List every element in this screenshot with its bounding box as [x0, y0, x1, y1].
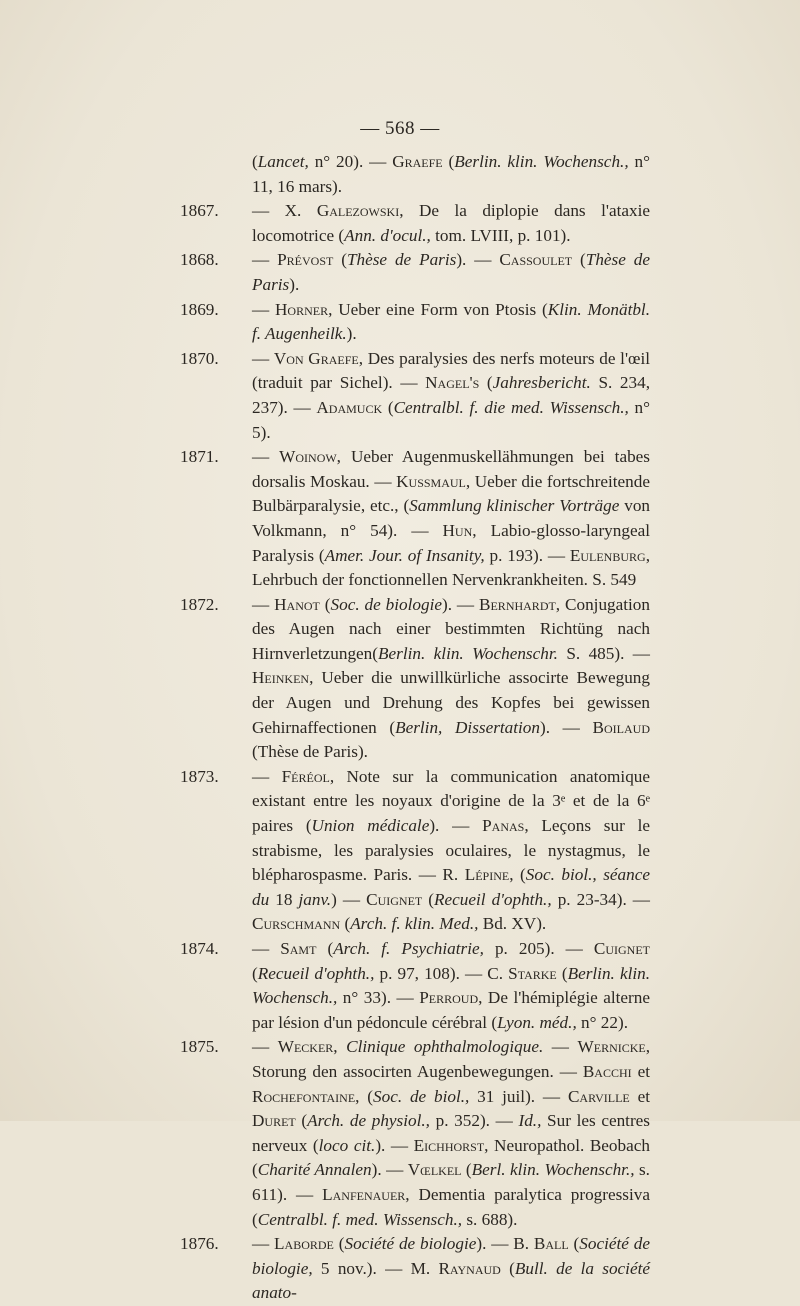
text-run: p. 23-34). —	[551, 889, 650, 909]
text-run: —	[252, 299, 276, 319]
text-run: —	[543, 1037, 578, 1057]
author-name: Woinow,	[279, 447, 341, 467]
italic-citation: Arch. f. Psychiatrie,	[333, 939, 484, 958]
author-name: Graefe	[392, 152, 443, 171]
author-name: Ball	[533, 1234, 569, 1254]
text-run: (	[333, 1234, 345, 1254]
text-run: von Volkmann, n° 54). —	[252, 496, 651, 540]
entry-text	[252, 152, 650, 196]
text-run: (	[422, 889, 435, 909]
bibliography-entry	[180, 347, 650, 445]
author-name: Perroud,	[419, 988, 483, 1008]
bibliography-entry	[180, 445, 650, 593]
author-name: Rochefontaine,	[252, 1086, 360, 1106]
author-name: Lanfenauer,	[322, 1184, 410, 1204]
author-name: Carville	[567, 1086, 630, 1106]
entry-year: 1868.	[180, 250, 219, 270]
bibliography-entry	[180, 1232, 650, 1306]
italic-citation: Berlin. klin. Wochensch.,	[454, 152, 629, 171]
text-run: De l'hémiplégie alterne par lésion d'un pédoncule cérébral (	[252, 988, 650, 1032]
bibliography-entry	[180, 199, 650, 248]
text-run: s. 688).	[462, 1209, 518, 1229]
bibliography-entry	[180, 937, 650, 1035]
text-run: —	[252, 348, 274, 368]
text-run: Ueber die unwillkürliche associrte Bewegung der Augen und Drehung des Kopfes bei gewissen Gehirnaffectionen (	[252, 668, 650, 737]
text-run: (	[295, 1111, 308, 1131]
bibliography-list	[180, 150, 650, 1306]
text-run: tom. LVIII, p. 101).	[430, 225, 571, 245]
italic-citation: Berl. klin. Wochenschr.,	[471, 1160, 635, 1180]
entry-text	[252, 595, 650, 762]
entry-year: 1870.	[180, 348, 219, 368]
text-run: ).	[289, 274, 300, 294]
text-run: et	[629, 1086, 650, 1106]
italic-citation: Jahresbericht.	[492, 373, 591, 393]
text-run: ) —	[331, 889, 367, 909]
text-run: 18	[269, 889, 299, 909]
author-name: Panas,	[482, 816, 529, 836]
text-run: Note sur la communication anatomique existant entre les noyaux d'origine de la 3ᵉ et de la 6ᵉ paires (	[252, 766, 651, 836]
italic-citation: Lancet,	[257, 152, 309, 171]
author-name: Curschmann	[252, 914, 341, 934]
italic-citation: Sammlung klinischer Vorträge	[409, 496, 620, 516]
text-run: (	[479, 373, 493, 393]
author-name: Galezowski,	[316, 201, 404, 221]
italic-citation: Klin. Monätbl. f. Augenheilk.	[252, 299, 651, 344]
author-name: Prévost	[277, 250, 334, 270]
text-run: ). —	[441, 594, 480, 614]
italic-citation: Soc. biol., séance du	[252, 865, 650, 909]
author-name: Cuignet	[366, 889, 423, 909]
text-run: (	[461, 1160, 472, 1180]
text-run: ). —	[375, 1135, 414, 1155]
bibliography-entry	[180, 765, 650, 937]
entry-text	[252, 1234, 650, 1302]
italic-citation: Recueil d'ophth.,	[434, 889, 552, 909]
text-run: ). —	[540, 717, 593, 737]
author-name: Wernicke,	[577, 1037, 651, 1057]
text-run: (	[319, 594, 331, 614]
text-run: (	[316, 939, 334, 958]
text-run: p. 193). —	[484, 545, 570, 565]
entry-year: 1875.	[180, 1037, 219, 1057]
entry-year: 1869.	[180, 299, 219, 319]
italic-citation: Soc. de biol.,	[373, 1086, 470, 1106]
text-run: (	[333, 250, 347, 270]
text-run: et	[631, 1061, 650, 1081]
author-name: Starke	[508, 963, 557, 983]
author-name: Adamuck	[316, 397, 383, 417]
text-run: —	[252, 250, 278, 270]
author-name: Boilaud	[592, 717, 650, 737]
author-name: Cassoulet	[499, 250, 573, 270]
text-run: ). —	[456, 250, 500, 270]
author-name: Raynaud	[438, 1258, 501, 1278]
text-run: —	[252, 939, 281, 958]
author-name: Vœlkel	[407, 1160, 462, 1180]
text-run: Des paralysies des nerfs moteurs de l'œil (traduit par Sichel). —	[252, 348, 650, 393]
author-name: Hun,	[442, 520, 477, 540]
text-run: p. 97, 108). — C.	[374, 963, 509, 983]
text-run: —	[252, 766, 282, 786]
author-name: Heinken,	[252, 668, 314, 688]
page-number: — 568 —	[360, 118, 440, 139]
entry-text	[252, 300, 650, 344]
italic-citation: Arch. f. klin. Med.,	[350, 914, 479, 934]
text-run: Labio-glosso-laryngeal Paralysis (	[252, 520, 650, 565]
entry-year: 1874.	[180, 939, 219, 958]
entry-text	[252, 349, 650, 442]
text-run: S. 234, 237). —	[252, 373, 650, 417]
entry-year: 1867.	[180, 201, 219, 221]
author-name: Wecker,	[277, 1037, 338, 1057]
italic-citation: Thèse de Paris	[252, 250, 650, 294]
italic-citation: Centralbl. f. die med. Wissensch.,	[393, 397, 629, 417]
entry-text	[252, 939, 650, 1032]
text-run: —	[252, 594, 275, 614]
italic-citation: loco cit.	[318, 1135, 376, 1155]
text-run: —	[252, 1234, 275, 1254]
entry-text	[252, 447, 650, 589]
italic-citation: Clinique ophthalmologique.	[346, 1037, 544, 1057]
entry-year: 1871.	[180, 447, 219, 467]
author-name: Eichhorst,	[413, 1135, 489, 1155]
text-run: — X.	[252, 201, 317, 221]
text-run: (	[572, 250, 586, 270]
text-run: (	[556, 963, 568, 983]
text-run: 5 nov.). — M.	[312, 1258, 439, 1278]
text-run: n° 20). —	[308, 152, 393, 171]
italic-citation: Soc. de biologie	[330, 594, 442, 614]
text-run: (	[340, 914, 351, 934]
author-name: Féréol,	[281, 766, 335, 786]
text-run: ). — B.	[476, 1234, 534, 1254]
text-run: Neuropathol. Beobach (	[252, 1135, 650, 1180]
author-name: Bacchi	[582, 1061, 632, 1081]
italic-citation: Société de biologie	[344, 1234, 477, 1254]
italic-citation: Charité Annalen	[257, 1160, 372, 1180]
text-run: —	[252, 447, 280, 467]
text-run: —	[252, 1037, 278, 1057]
text-run: n° 33). —	[337, 988, 420, 1008]
italic-citation: Lyon. méd.,	[497, 1012, 577, 1032]
text-run: n° 11, 16 mars).	[252, 152, 650, 196]
italic-citation: Recueil d'ophth.,	[257, 963, 375, 983]
text-run: Ueber Augenmuskellähmungen bei tabes dorsalis Moskau. —	[252, 447, 650, 491]
text-run: Leçons sur le strabisme, les paralysies oculaires, le nystagmus, le blépharospasme. Paris. — R.	[252, 816, 650, 885]
author-name: Lépine,	[464, 865, 514, 885]
text-run: ). —	[429, 816, 483, 836]
text-run: (	[382, 397, 394, 417]
entry-year: 1876.	[180, 1234, 219, 1254]
entry-year: 1872.	[180, 594, 219, 614]
text-run: Ueber die fortschreitende Bulbärparalysie, etc., (	[252, 471, 650, 516]
author-name: Hanot	[274, 594, 320, 614]
text-run	[338, 1037, 347, 1056]
text-run: (	[359, 1086, 374, 1106]
text-run: ).	[346, 324, 357, 344]
author-name: Horner,	[275, 299, 333, 319]
italic-citation: Id.,	[518, 1111, 542, 1131]
entry-text	[252, 1037, 650, 1228]
text-run: Conjugation des Augen nach einer bestimmten Richtüng nach Hirnverletzungen(	[252, 594, 650, 663]
entry-text	[252, 201, 650, 245]
text-run: Storung den associrten Augenbewegungen. —	[252, 1061, 583, 1081]
italic-citation: Arch. de physiol.,	[307, 1111, 430, 1131]
text-run: Dementia paralytica progressiva (	[252, 1184, 650, 1229]
entry-text	[252, 767, 650, 934]
italic-citation: Union médicale	[311, 816, 430, 836]
text-run: Ueber eine Form von Ptosis (	[332, 299, 548, 319]
italic-citation: Berlin. klin. Wochenschr.	[378, 643, 558, 663]
bibliography-entry	[180, 1035, 650, 1232]
text-run: (	[252, 152, 258, 171]
author-name: Bernhardt,	[479, 594, 561, 614]
author-name: Samt	[280, 939, 317, 958]
text-run: p. 352). —	[429, 1111, 519, 1131]
text-run: s. 611). —	[252, 1160, 650, 1204]
entry-text	[252, 250, 650, 294]
author-name: Cuignet	[593, 939, 650, 958]
italic-citation: Berlin. klin. Wochensch.,	[252, 963, 651, 1008]
text-run: (	[252, 963, 258, 983]
text-run: n° 5).	[252, 397, 650, 442]
text-run: (	[568, 1234, 580, 1254]
italic-citation: Amer. Jour. of Insanity,	[324, 545, 485, 565]
italic-citation: Société de biologie,	[252, 1234, 650, 1278]
bibliography-entry	[180, 150, 650, 199]
author-name: Duret	[252, 1111, 296, 1131]
text-run: Bd. XV).	[478, 914, 547, 934]
italic-citation: Centralbl. f. med. Wissensch.,	[257, 1209, 463, 1229]
text-run: 31 juil). —	[469, 1086, 568, 1106]
bibliography-entry	[180, 248, 650, 297]
author-name: Von Graefe,	[273, 348, 364, 368]
author-name: Eulenburg,	[569, 545, 650, 565]
text-run: (Thèse de Paris).	[252, 742, 368, 762]
text-run: Sur les centres nerveux (	[252, 1111, 650, 1155]
bibliography-entry	[180, 298, 650, 347]
text-run: S. 485). —	[557, 643, 650, 663]
entry-year: 1873.	[180, 766, 219, 786]
text-run: (	[500, 1258, 515, 1278]
author-name: Laborde	[274, 1234, 334, 1254]
text-run: Lehrbuch der fonctionnellen Nervenkrankheiten. S. 549	[252, 570, 637, 590]
text-run: (	[442, 152, 455, 171]
text-run: ). —	[371, 1160, 408, 1180]
italic-citation: Berlin, Dissertation	[395, 717, 540, 737]
italic-citation: Thèse de Paris	[346, 250, 457, 270]
italic-citation: janv.	[298, 889, 332, 909]
text-run: p. 205). —	[483, 939, 594, 958]
text-run: (	[513, 865, 526, 885]
text-run: n° 22).	[576, 1012, 629, 1032]
text-run: De la diplopie dans l'ataxie locomotrice (	[252, 201, 650, 245]
bibliography-entry	[180, 593, 650, 765]
italic-citation: Ann. d'ocul.,	[344, 225, 431, 245]
author-name: Nagel's	[425, 373, 480, 393]
italic-citation: Bull. de la société anato-	[252, 1258, 650, 1303]
author-name: Kussmaul,	[396, 471, 471, 491]
